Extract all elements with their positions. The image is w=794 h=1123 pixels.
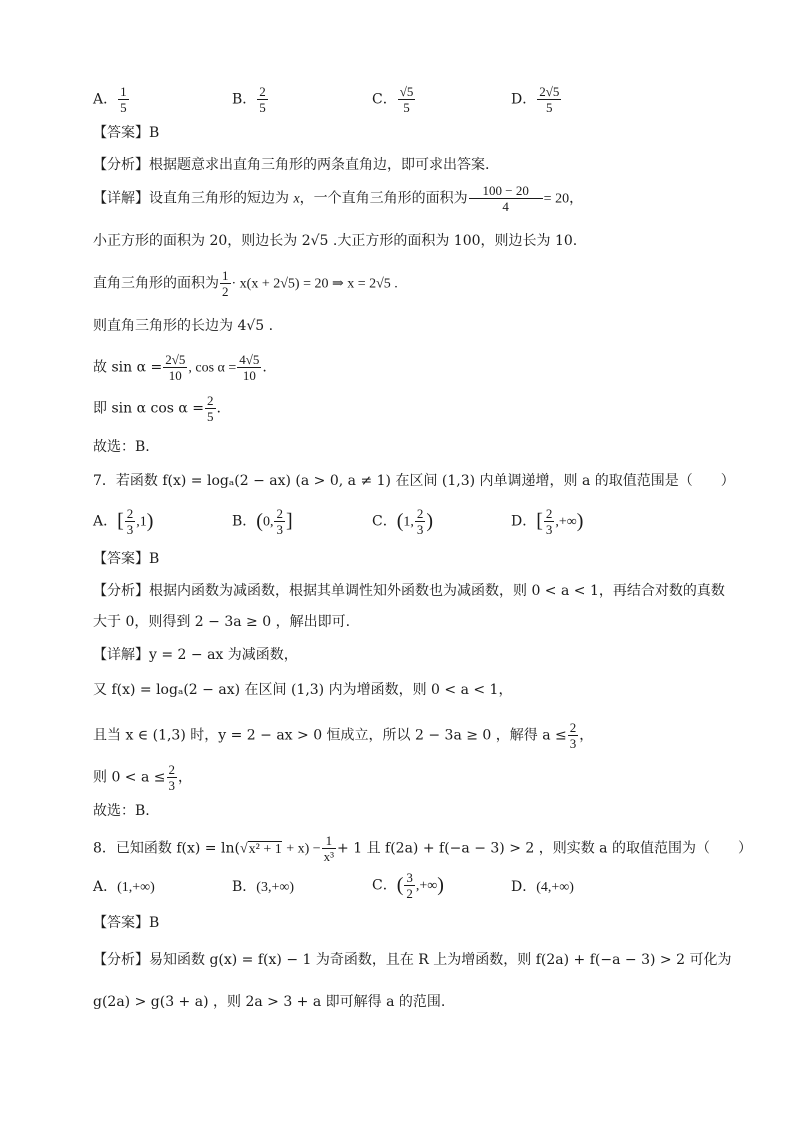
q7-option-d: D．[ $\frac{2}{3}$ ,+∞) [511,506,584,537]
q8-option-b: B．(3,+∞) [232,879,294,895]
q6-option-d: D． $\frac{2√5}{5}$ [511,84,560,115]
q6-option-c: C． $\frac{√5}{5}$ [372,84,414,115]
q7-answer: 【答案】B [93,551,160,567]
q7-analysis-line1: 【分析】根据内函数为减函数，根据其单调性知外函数也为减函数，则 0 < a < 1，再结合对数的真数 [93,583,725,599]
q6-detail-line4: 则直角三角形的长边为 4√5 . [93,318,274,334]
q8-answer: 【答案】B [93,915,160,931]
q8-analysis-line1: 【分析】易知函数 g(x) = f(x) − 1 为奇函数，且在 R 上为增函数，则 f(2a) + f(−a − 3) > 2 可化为 [93,952,732,968]
q7-option-b: B．(0, $\frac{2}{3}$ ] [232,506,293,537]
q6-detail-line3: 直角三角形的面积为 $\frac{1}{2}$ · x(x + 2√5) = 20 ⇒ x = 2√5 . [93,268,398,299]
q7-detail-line2: 又 f(x) = logₐ(2 − ax) 在区间 (1,3) 内为增函数，则 0 < a < 1， [93,682,513,698]
q6-analysis: 【分析】根据题意求出直角三角形的两条直角边，即可求出答案. [93,157,490,173]
q8-option-a: A．(1,+∞) [93,879,155,895]
q7-detail-line3: 且当 x ∈ (1,3) 时，y = 2 − ax > 0 恒成立，所以 2 − 3a ≥ 0 ，解得 a ≤ $\frac{2}{3}$ ， [93,720,594,751]
q7-detail-line1: 【详解】y = 2 − ax 为减函数， [93,647,298,663]
q8-stem: 8．已知函数 f(x) = ln(√x² + 1 + x) − $\frac{1}{\text{x³}}$ + 1 且 f(2a) + f(−a − 3) > 2 ，则实数 a 的取值范围为（ ） [93,833,752,864]
q7-stem: 7．若函数 f(x) = logₐ(2 − ax) (a > 0, a ≠ 1) 在区间 (1,3) 内单调递增，则 a 的取值范围是（ ） [93,473,735,489]
q7-option-c: C．(1, $\frac{2}{3}$ ) [372,506,434,537]
q6-answer: 【答案】B [93,125,160,141]
q7-option-a: A．[ $\frac{2}{3}$ ,1) [93,506,154,537]
q6-detail-line6: 即 sin α cos α = $\frac{2}{5}$ . [93,393,221,424]
q7-analysis-line2: 大于 0，则得到 2 − 3a ≥ 0 ，解出即可. [93,614,351,630]
q6-choose: 故选：B. [93,439,150,455]
q8-option-d: D．(4,+∞) [511,879,574,895]
q7-detail-line4: 则 0 < a ≤ $\frac{2}{3}$ ， [93,762,193,793]
q6-detail-line1: 【详解】设直角三角形的短边为 x，一个直角三角形的面积为 $\frac{100 - 20}{4}$ = 20， [93,183,584,214]
q6-option-a: A． $\frac{1}{5}$ [93,84,127,115]
q6-detail-line5: 故 sin α = $\frac{2√5}{10}$ , cos α = $\frac{4√5}{10}$ . [93,352,267,383]
q6-option-b: B． $\frac{2}{5}$ [232,84,266,115]
q6-detail-line2: 小正方形的面积为 20，则边长为 2√5 .大正方形的面积为 100，则边长为 10. [93,233,578,249]
q8-option-c: C．( $\frac{3}{2}$ ,+∞) [372,870,444,901]
q8-analysis-line2: g(2a) > g(3 + a) ，则 2a > 3 + a 即可解得 a 的范围. [93,994,446,1010]
q7-choose: 故选：B. [93,803,150,819]
